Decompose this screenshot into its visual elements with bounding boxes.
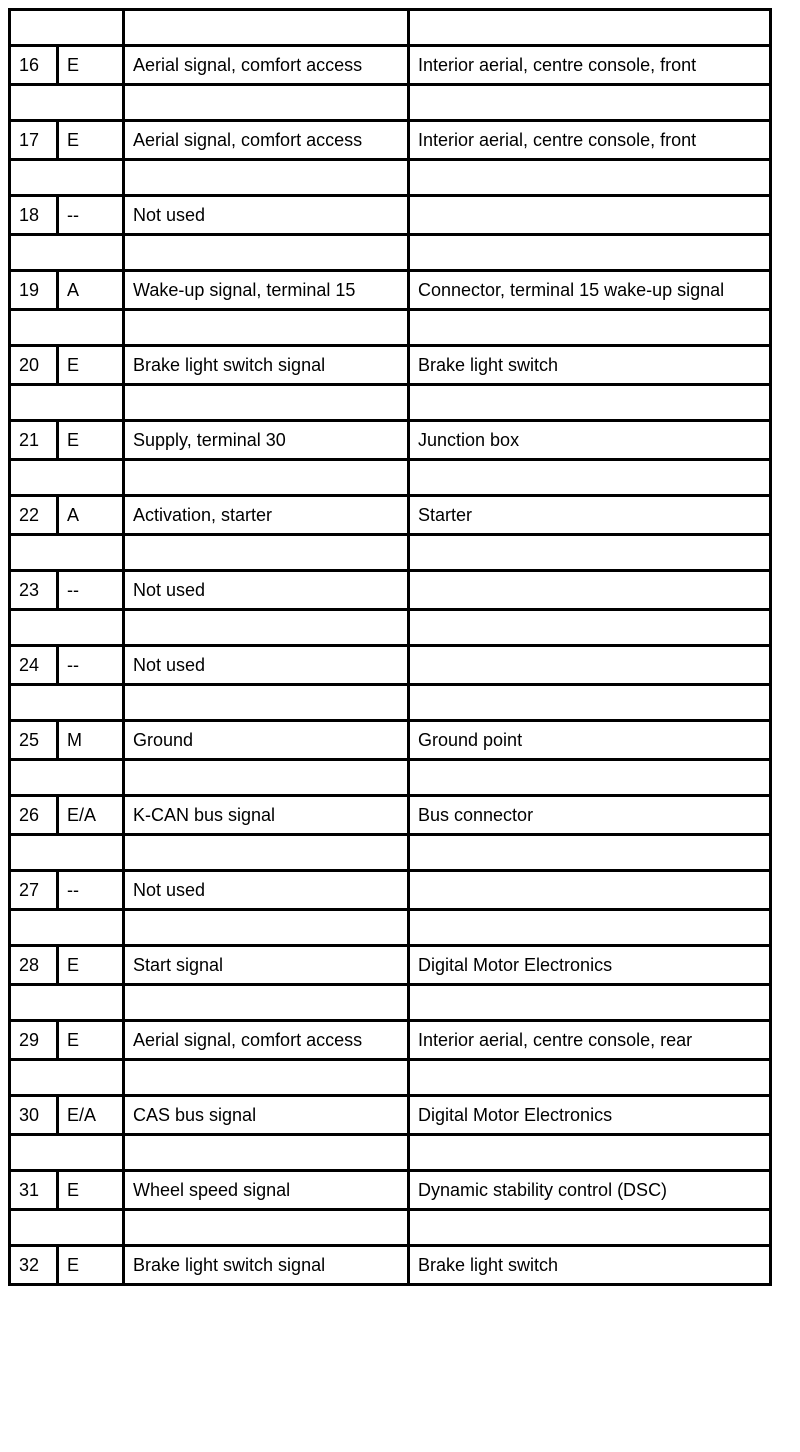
table-spacer-row bbox=[10, 985, 771, 1021]
table-spacer-row bbox=[10, 685, 771, 721]
connection-cell: Bus connector bbox=[409, 796, 771, 835]
connection-cell: Interior aerial, centre console, front bbox=[409, 46, 771, 85]
table-row bbox=[10, 121, 771, 160]
connection-cell: Digital Motor Electronics bbox=[409, 946, 771, 985]
signal-type-cell: A bbox=[58, 496, 124, 535]
signal-type-cell: E bbox=[58, 946, 124, 985]
spacer-cell bbox=[10, 685, 124, 721]
signal-type-cell: A bbox=[58, 271, 124, 310]
spacer-cell bbox=[409, 310, 771, 346]
spacer-cell bbox=[124, 985, 409, 1021]
pin-number-cell: 28 bbox=[10, 946, 58, 985]
spacer-cell bbox=[10, 1135, 124, 1171]
description-cell: Aerial signal, comfort access bbox=[124, 46, 409, 85]
spacer-cell bbox=[409, 385, 771, 421]
description-cell: Not used bbox=[124, 646, 409, 685]
signal-type-cell: -- bbox=[58, 871, 124, 910]
table-spacer-row bbox=[10, 310, 771, 346]
pin-number-cell: 24 bbox=[10, 646, 58, 685]
connection-cell: Interior aerial, centre console, rear bbox=[409, 1021, 771, 1060]
spacer-cell bbox=[124, 385, 409, 421]
spacer-cell bbox=[409, 1060, 771, 1096]
spacer-cell bbox=[124, 685, 409, 721]
spacer-cell bbox=[124, 835, 409, 871]
signal-type-cell: E bbox=[58, 1021, 124, 1060]
connection-cell bbox=[409, 646, 771, 685]
table-row bbox=[10, 1171, 771, 1210]
table-row bbox=[10, 871, 771, 910]
description-cell: Start signal bbox=[124, 946, 409, 985]
connection-cell: Digital Motor Electronics bbox=[409, 1096, 771, 1135]
spacer-cell bbox=[10, 835, 124, 871]
spacer-cell bbox=[124, 535, 409, 571]
table-row bbox=[10, 346, 771, 385]
spacer-cell bbox=[124, 460, 409, 496]
spacer-cell bbox=[409, 460, 771, 496]
spacer-cell bbox=[124, 1135, 409, 1171]
spacer-cell bbox=[124, 760, 409, 796]
pin-assignment-table bbox=[8, 8, 772, 1286]
table-row bbox=[10, 1096, 771, 1135]
connection-cell: Dynamic stability control (DSC) bbox=[409, 1171, 771, 1210]
spacer-cell bbox=[409, 685, 771, 721]
table-row bbox=[10, 271, 771, 310]
table-row bbox=[10, 721, 771, 760]
connection-cell: Interior aerial, centre console, front bbox=[409, 121, 771, 160]
signal-type-cell: -- bbox=[58, 196, 124, 235]
spacer-cell bbox=[409, 85, 771, 121]
connection-cell: Connector, terminal 15 wake-up signal bbox=[409, 271, 771, 310]
signal-type-cell: -- bbox=[58, 646, 124, 685]
table-spacer-row bbox=[10, 760, 771, 796]
signal-type-cell: E bbox=[58, 346, 124, 385]
table-row bbox=[10, 1246, 771, 1285]
spacer-cell bbox=[124, 1060, 409, 1096]
table-row bbox=[10, 796, 771, 835]
spacer-cell bbox=[10, 235, 124, 271]
pin-number-cell: 17 bbox=[10, 121, 58, 160]
connection-cell: Starter bbox=[409, 496, 771, 535]
signal-type-cell: E bbox=[58, 421, 124, 460]
spacer-cell bbox=[409, 160, 771, 196]
table-spacer-row bbox=[10, 460, 771, 496]
table-row bbox=[10, 571, 771, 610]
pin-number-cell: 20 bbox=[10, 346, 58, 385]
spacer-cell bbox=[124, 235, 409, 271]
description-cell: Aerial signal, comfort access bbox=[124, 121, 409, 160]
spacer-cell bbox=[409, 10, 771, 46]
table-row bbox=[10, 421, 771, 460]
connection-cell bbox=[409, 571, 771, 610]
description-cell: Not used bbox=[124, 871, 409, 910]
description-cell: Wheel speed signal bbox=[124, 1171, 409, 1210]
table-spacer-row bbox=[10, 10, 771, 46]
description-cell: Aerial signal, comfort access bbox=[124, 1021, 409, 1060]
spacer-cell bbox=[124, 610, 409, 646]
description-cell: Brake light switch signal bbox=[124, 346, 409, 385]
table-row bbox=[10, 1021, 771, 1060]
pin-table-body bbox=[10, 10, 771, 1285]
pin-number-cell: 22 bbox=[10, 496, 58, 535]
spacer-cell bbox=[409, 910, 771, 946]
spacer-cell bbox=[124, 910, 409, 946]
signal-type-cell: -- bbox=[58, 571, 124, 610]
table-spacer-row bbox=[10, 1210, 771, 1246]
description-cell: Supply, terminal 30 bbox=[124, 421, 409, 460]
spacer-cell bbox=[409, 610, 771, 646]
spacer-cell bbox=[10, 160, 124, 196]
table-row bbox=[10, 646, 771, 685]
pin-number-cell: 25 bbox=[10, 721, 58, 760]
description-cell: K-CAN bus signal bbox=[124, 796, 409, 835]
signal-type-cell: E/A bbox=[58, 796, 124, 835]
signal-type-cell: E bbox=[58, 121, 124, 160]
signal-type-cell: E/A bbox=[58, 1096, 124, 1135]
pin-number-cell: 16 bbox=[10, 46, 58, 85]
spacer-cell bbox=[10, 1210, 124, 1246]
signal-type-cell: E bbox=[58, 46, 124, 85]
description-cell: Wake-up signal, terminal 15 bbox=[124, 271, 409, 310]
pin-number-cell: 18 bbox=[10, 196, 58, 235]
pin-number-cell: 21 bbox=[10, 421, 58, 460]
table-spacer-row bbox=[10, 385, 771, 421]
connection-cell: Junction box bbox=[409, 421, 771, 460]
connection-cell: Ground point bbox=[409, 721, 771, 760]
pin-number-cell: 23 bbox=[10, 571, 58, 610]
spacer-cell bbox=[124, 160, 409, 196]
connection-cell bbox=[409, 196, 771, 235]
connection-cell bbox=[409, 871, 771, 910]
pin-number-cell: 32 bbox=[10, 1246, 58, 1285]
spacer-cell bbox=[124, 1210, 409, 1246]
spacer-cell bbox=[10, 310, 124, 346]
spacer-cell bbox=[409, 760, 771, 796]
description-cell: Not used bbox=[124, 571, 409, 610]
spacer-cell bbox=[10, 535, 124, 571]
spacer-cell bbox=[10, 760, 124, 796]
table-spacer-row bbox=[10, 160, 771, 196]
description-cell: CAS bus signal bbox=[124, 1096, 409, 1135]
table-spacer-row bbox=[10, 1135, 771, 1171]
table-spacer-row bbox=[10, 835, 771, 871]
description-cell: Brake light switch signal bbox=[124, 1246, 409, 1285]
spacer-cell bbox=[124, 310, 409, 346]
spacer-cell bbox=[10, 385, 124, 421]
table-row bbox=[10, 496, 771, 535]
spacer-cell bbox=[10, 610, 124, 646]
spacer-cell bbox=[10, 1060, 124, 1096]
table-row bbox=[10, 196, 771, 235]
table-spacer-row bbox=[10, 610, 771, 646]
spacer-cell bbox=[10, 10, 124, 46]
spacer-cell bbox=[10, 460, 124, 496]
spacer-cell bbox=[409, 235, 771, 271]
spacer-cell bbox=[409, 835, 771, 871]
spacer-cell bbox=[409, 535, 771, 571]
spacer-cell bbox=[124, 10, 409, 46]
description-cell: Ground bbox=[124, 721, 409, 760]
spacer-cell bbox=[409, 1210, 771, 1246]
spacer-cell bbox=[124, 85, 409, 121]
table-spacer-row bbox=[10, 85, 771, 121]
pin-number-cell: 29 bbox=[10, 1021, 58, 1060]
pin-number-cell: 27 bbox=[10, 871, 58, 910]
table-spacer-row bbox=[10, 1060, 771, 1096]
table-spacer-row bbox=[10, 235, 771, 271]
connection-cell: Brake light switch bbox=[409, 346, 771, 385]
pin-number-cell: 30 bbox=[10, 1096, 58, 1135]
table-row bbox=[10, 46, 771, 85]
description-cell: Not used bbox=[124, 196, 409, 235]
spacer-cell bbox=[10, 985, 124, 1021]
signal-type-cell: E bbox=[58, 1246, 124, 1285]
connection-cell: Brake light switch bbox=[409, 1246, 771, 1285]
signal-type-cell: E bbox=[58, 1171, 124, 1210]
pin-number-cell: 26 bbox=[10, 796, 58, 835]
signal-type-cell: M bbox=[58, 721, 124, 760]
table-spacer-row bbox=[10, 910, 771, 946]
pin-number-cell: 31 bbox=[10, 1171, 58, 1210]
table-row bbox=[10, 946, 771, 985]
table-spacer-row bbox=[10, 535, 771, 571]
spacer-cell bbox=[409, 1135, 771, 1171]
spacer-cell bbox=[10, 910, 124, 946]
pin-number-cell: 19 bbox=[10, 271, 58, 310]
description-cell: Activation, starter bbox=[124, 496, 409, 535]
spacer-cell bbox=[409, 985, 771, 1021]
spacer-cell bbox=[10, 85, 124, 121]
